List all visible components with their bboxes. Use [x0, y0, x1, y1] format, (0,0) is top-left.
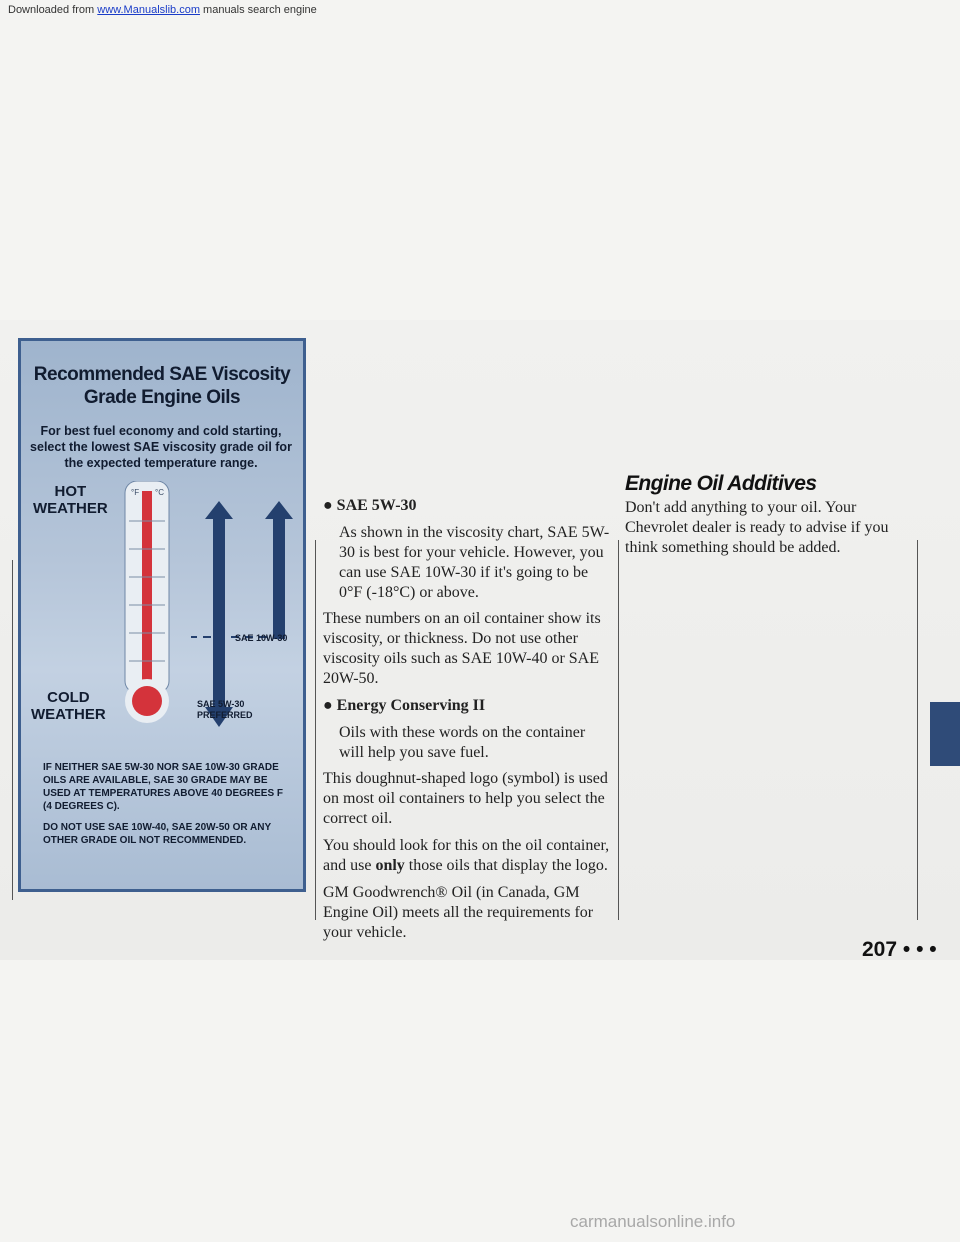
label-sae-5w30: SAE 5W-30	[197, 699, 245, 709]
column-rule-left	[12, 560, 13, 900]
bullet-sae-5w30-text: As shown in the viscosity chart, SAE 5W-30 is best for your vehicle. However, you can use SAE 10W-30 if it's going to be 0°F (-18°C) or above.	[339, 524, 610, 601]
column-rule-edge	[917, 540, 918, 920]
page-number-value: 207	[862, 938, 898, 961]
column-rule-middle	[315, 540, 316, 920]
hot-weather-label	[33, 483, 108, 517]
chart-title	[21, 363, 303, 409]
bullet-sae-5w30-head: SAE 5W-30	[336, 497, 417, 514]
page-number	[862, 938, 937, 962]
chart-subtitle: For best fuel economy and cold starting, select the lowest SAE viscosity grade oil for the expected temperature range.	[30, 424, 292, 470]
cold-weather-word: WEATHER	[31, 706, 106, 723]
viscosity-chart-panel	[18, 338, 306, 892]
manualslib-link[interactable]: www.Manualslib.com	[97, 4, 200, 16]
hot-word: HOT	[54, 483, 87, 500]
body-column-right	[625, 474, 915, 558]
look-for-logo-part-1: You should look for this on the oil container, and use	[323, 837, 610, 874]
bullet-sae-5w30: ● SAE 5W-30	[323, 497, 417, 514]
unit-f-label: °F	[131, 488, 140, 497]
look-for-logo-part-2: those oils that display the logo.	[404, 857, 608, 874]
chart-note-not-recommended: DO NOT USE SAE 10W-40, SAE 20W-50 OR ANY OTHER GRADE OIL NOT RECOMMENDED.	[43, 822, 271, 846]
paragraph-viscosity-numbers: These numbers on an oil container show its viscosity, or thickness. Do not use other viscosity oils such as SAE 10W-40 or SAE 20W-50.	[323, 610, 601, 687]
label-sae-5w30-preferred	[197, 699, 253, 721]
chart-title-line-1: Recommended SAE Viscosity	[33, 364, 291, 385]
thermometer-icon	[119, 481, 175, 733]
section-heading-additives: Engine Oil Additives	[625, 472, 817, 495]
paragraph-doughnut-logo: This doughnut-shaped logo (symbol) is used on most oil containers to help you select the correct oil.	[323, 770, 608, 827]
header-prefix: Downloaded from	[8, 4, 98, 16]
paragraph-look-for-logo	[323, 836, 613, 876]
cold-word: COLD	[47, 689, 90, 706]
look-for-logo-emphasis: only	[375, 857, 405, 874]
hot-weather-word: WEATHER	[33, 500, 108, 517]
bullet-energy-conserving: ● Energy Conserving II	[323, 697, 486, 714]
cold-weather-label	[31, 689, 106, 723]
arrow-5w30	[205, 501, 233, 727]
bullet-energy-conserving-head: Energy Conserving II	[336, 697, 486, 714]
column-rule-right	[618, 540, 619, 920]
label-sae-10w30: SAE 10W-30	[235, 633, 288, 643]
arrow-10w30	[265, 501, 293, 639]
watermark-footer: carmanualsonline.info	[570, 1212, 736, 1231]
body-column-middle	[323, 496, 613, 950]
section-tab-marker	[930, 702, 960, 766]
header-suffix: manuals search engine	[199, 4, 317, 16]
download-header	[8, 4, 317, 16]
paragraph-additives: Don't add anything to your oil. Your Chevrolet dealer is ready to advise if you think something should be added.	[625, 499, 889, 556]
paragraph-goodwrench: GM Goodwrench® Oil (in Canada, GM Engine Oil) meets all the requirements for your vehicle.	[323, 884, 594, 941]
bullet-energy-conserving-text: Oils with these words on the container will help you save fuel.	[339, 724, 586, 761]
label-preferred: PREFERRED	[197, 710, 253, 720]
chart-note-alternative-grade: IF NEITHER SAE 5W-30 NOR SAE 10W-30 GRADE OILS ARE AVAILABLE, SAE 30 GRADE MAY BE USED AT TEMPERATURES ABOVE 40 DEGREES F (4 DEGREES C).	[43, 762, 284, 812]
page-dots: • • •	[902, 938, 937, 961]
unit-c-label: °C	[155, 488, 164, 497]
chart-title-line-2: Grade Engine Oils	[83, 387, 241, 408]
